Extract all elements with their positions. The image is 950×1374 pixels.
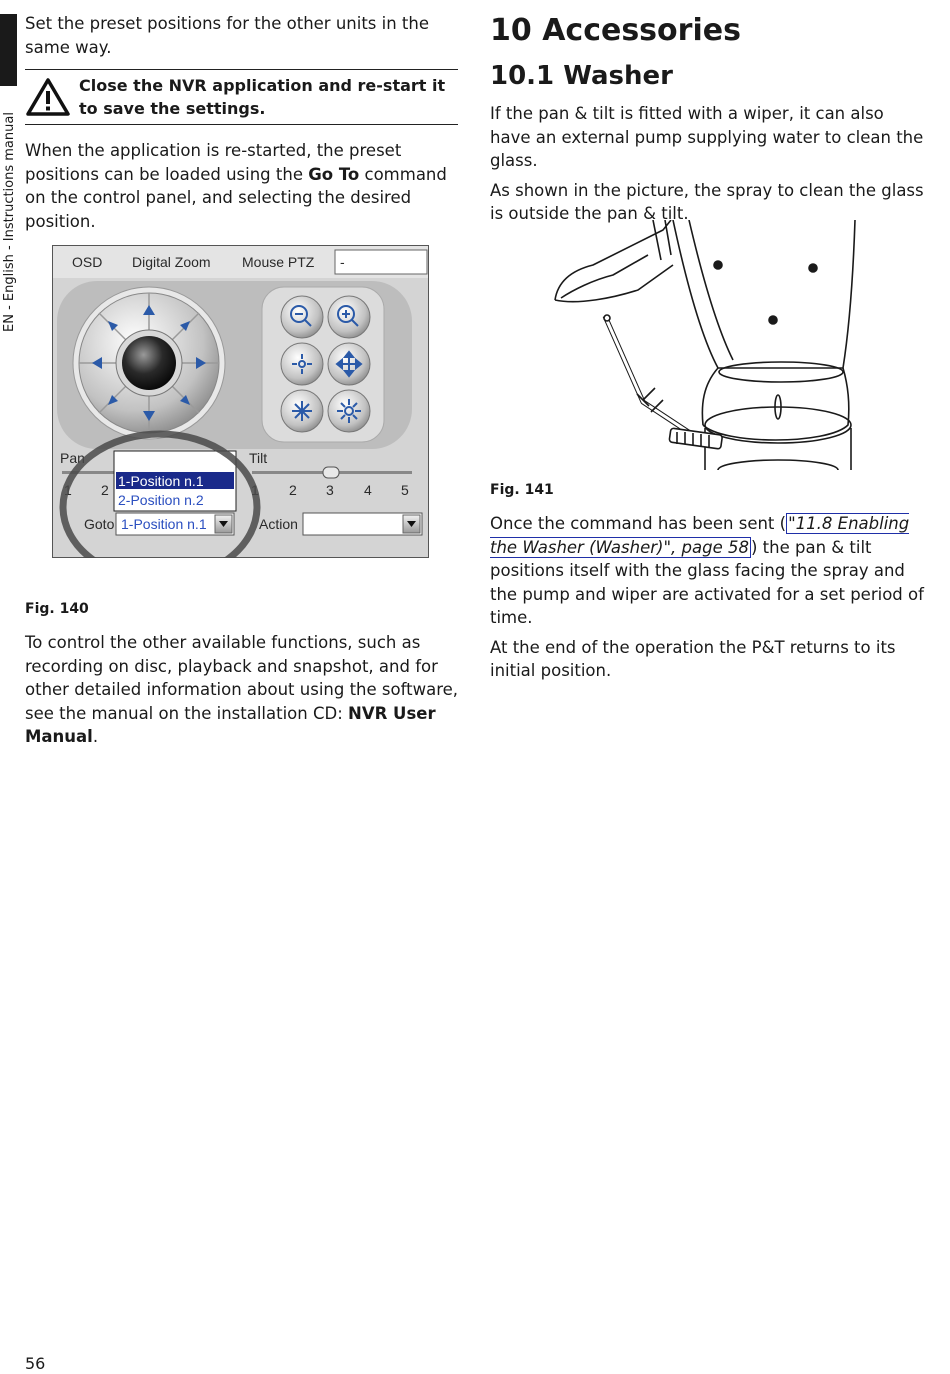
tab-osd[interactable]: OSD [72, 254, 103, 270]
goto-command-bold: Go To [308, 164, 360, 184]
pan-scale-2: 2 [101, 482, 109, 498]
intro-paragraph: Set the preset positions for the other units in the same way. [25, 14, 430, 57]
tab-input-field[interactable] [335, 250, 427, 274]
command-paragraph: Once the command has been sent ( "11.8 Enabling the Washer (Washer)", page 58 ) the pan & tilt positions itself with the glass facing the spray and the pump and wiper are activated for a set period of time. [490, 514, 924, 627]
tilt-slider-thumb[interactable] [323, 467, 339, 478]
dropdown-option-2[interactable]: 2-Position n.2 [118, 492, 204, 508]
ptz-control-panel-figure [52, 245, 429, 558]
washer-intro-paragraph: If the pan & tilt is fitted with a wiper, it can also have an external pump supplying water to clean the glass. [490, 104, 924, 170]
nvr-manual-bold: NVR User Manual [25, 703, 436, 746]
tab-input-value: - [340, 254, 345, 270]
action-label: Action [259, 516, 298, 532]
warning-text: Close the NVR application and re-start it to save the settings. [79, 76, 446, 118]
enabling-washer-link[interactable]: "11.8 Enabling the Washer (Washer)", page 58 [490, 514, 910, 557]
chapter-heading: 10 Accessories [490, 13, 741, 48]
spray-paragraph: As shown in the picture, the spray to clean the glass is outside the pan & tilt. [490, 180, 924, 223]
goto-paragraph: When the application is re-started, the preset positions can be loaded using the Go To command on the control panel, and selecting the desired position. [25, 141, 447, 231]
iris-close-icon [292, 401, 312, 421]
tilt-scale-1: 1 [251, 482, 259, 498]
side-tab-bar [0, 14, 17, 86]
warning-box [25, 69, 458, 125]
pan-label: Pan [60, 450, 85, 466]
functions-paragraph: To control the other available functions, such as recording on disc, playback and snapshot, and for other detailed information about using the software, see the manual on the installation CD: NVR User Manual. [25, 633, 459, 746]
tilt-scale-4: 4 [364, 482, 372, 498]
right-column [490, 12, 928, 226]
return-paragraph: At the end of the operation the P&T returns to its initial position. [490, 637, 896, 680]
left-column [25, 12, 458, 233]
pan-scale-1: 1 [64, 482, 72, 498]
pan-tilt-washer-drawing [553, 220, 858, 470]
tab-digital-zoom[interactable]: Digital Zoom [132, 254, 211, 270]
tilt-scale-3: 3 [326, 482, 334, 498]
side-tab-label: EN - English - Instructions manual [2, 112, 17, 332]
joystick-knob-icon[interactable] [122, 336, 176, 390]
tilt-label: Tilt [249, 450, 268, 466]
goto-select-value: 1-Position n.1 [121, 516, 207, 532]
tilt-scale-2: 2 [289, 482, 297, 498]
tab-mouse-ptz[interactable]: Mouse PTZ [242, 254, 315, 270]
tilt-scale-5: 5 [401, 482, 409, 498]
section-heading: 10.1 Washer [490, 61, 673, 91]
goto-label: Goto [84, 516, 115, 532]
warning-icon [25, 77, 71, 117]
dropdown-option-1[interactable]: 1-Position n.1 [118, 473, 204, 489]
page-number: 56 [25, 1354, 46, 1373]
fig-141-label: Fig. 141 [490, 482, 554, 498]
fig-140-label: Fig. 140 [25, 601, 89, 617]
